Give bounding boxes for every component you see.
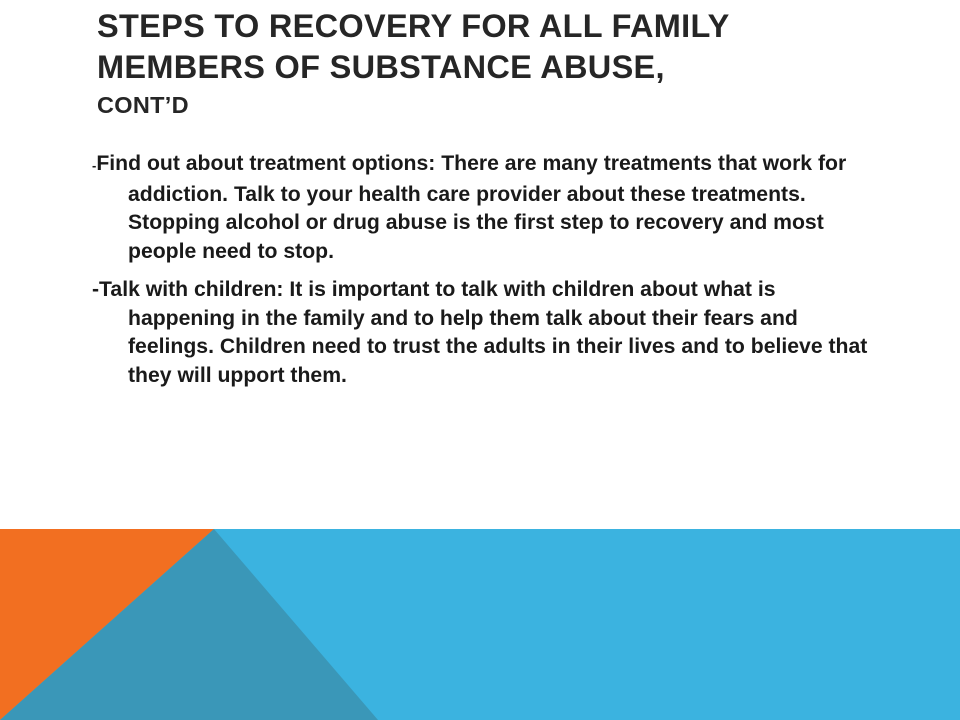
decorative-footer-shapes: [0, 529, 960, 720]
slide-body: [92, 150, 882, 400]
paragraph-treatment-options-text: Find out about treatment options: There are many treatments that work for addiction. Talk to your health care provider about these treatments. Stopping alcohol or drug abuse is the first step to recovery and most people need to stop.: [96, 152, 847, 264]
paragraph-treatment-options: [92, 150, 882, 267]
slide-title: [97, 6, 877, 122]
title-line-3: CONT’D: [97, 92, 189, 118]
paragraph-talk-with-children: -Talk with children: It is important to talk with children about what is happening in the family and to help them talk about their fears and feelings. Children need to trust the adults in their lives and to believe that they will upport them.: [92, 277, 868, 387]
title-line-2: MEMBERS OF SUBSTANCE ABUSE,: [97, 49, 665, 85]
title-line-1: STEPS TO RECOVERY FOR ALL FAMILY: [97, 8, 730, 44]
bullet-dash: -: [92, 158, 97, 173]
